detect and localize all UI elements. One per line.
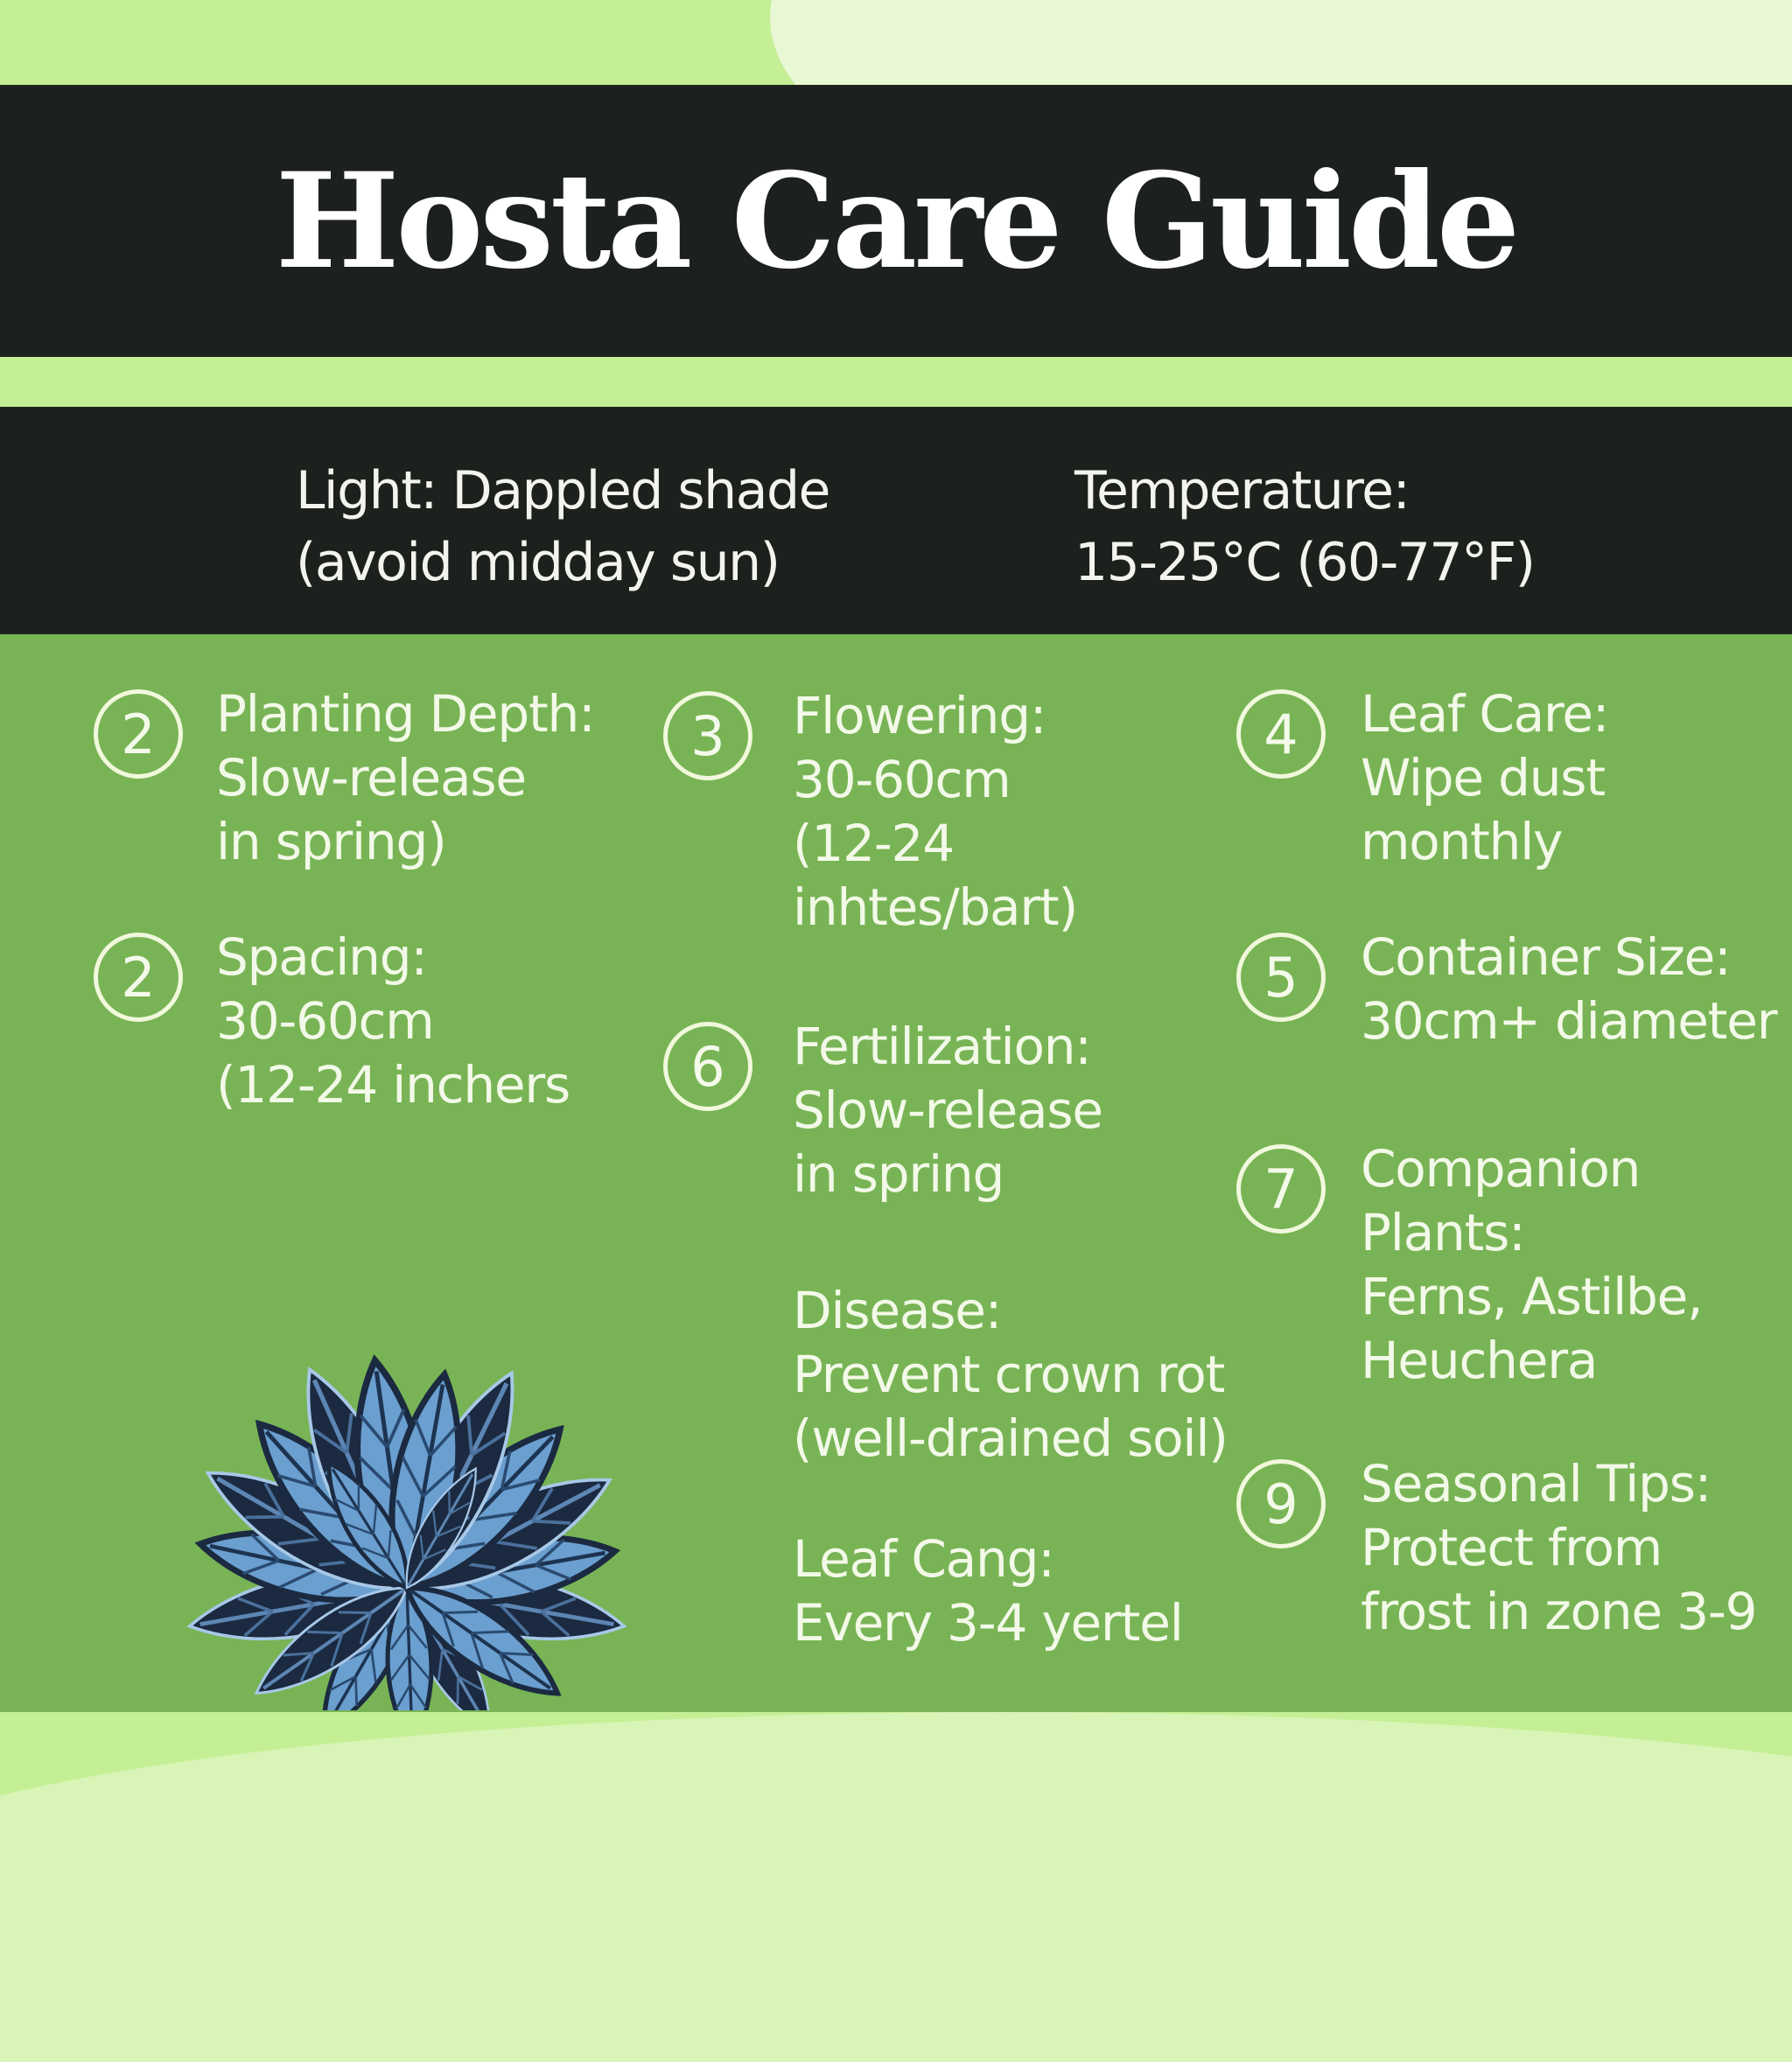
step-number-badge: 9 — [1236, 1459, 1326, 1548]
title-band — [0, 85, 1792, 357]
care-item-line: Protect from — [1361, 1518, 1662, 1577]
care-item-text — [1361, 682, 1608, 874]
care-item-heading: Leaf Care: — [1361, 684, 1609, 744]
step-number-badge: 5 — [1236, 933, 1326, 1022]
background-swoosh-bottom — [0, 1712, 1792, 2062]
temperature-line-1: Temperature: — [1074, 460, 1410, 521]
info-band — [0, 407, 1792, 634]
care-item-heading: Plants: — [1361, 1203, 1525, 1262]
hosta-plant-illustration — [48, 1185, 766, 1710]
care-item-text — [793, 684, 1077, 940]
temperature-line-2: 15-25°C (60-77°F) — [1074, 532, 1535, 593]
care-item-line: 30-60cm — [793, 750, 1011, 809]
care-item-line: Heuchera — [1361, 1331, 1598, 1390]
care-item-heading: Companion — [1361, 1139, 1641, 1199]
care-item-line: Every 3-4 yertel — [793, 1593, 1183, 1653]
care-item-text — [1361, 1452, 1756, 1644]
care-item-line: frost in zone 3-9 — [1361, 1582, 1757, 1641]
care-item-text — [216, 682, 594, 874]
care-item-line: (12-24 inchers — [216, 1055, 570, 1115]
care-item-heading: Flowering: — [793, 686, 1046, 745]
care-item-line: 30-60cm — [216, 991, 434, 1051]
care-item-line: Slow-release — [216, 748, 526, 807]
care-item-heading: Disease: — [793, 1281, 1002, 1340]
light-line-2: (avoid midday sun) — [296, 532, 780, 593]
care-item-line: in spring) — [216, 812, 446, 871]
care-item-heading: Spacing: — [216, 927, 427, 987]
care-item-line: Ferns, Astilbe, — [1361, 1267, 1703, 1326]
care-item-line: Wipe dust — [1361, 748, 1605, 807]
care-item-heading: Planting Depth: — [216, 684, 595, 744]
step-number-badge: 6 — [663, 1022, 752, 1111]
care-item-leaf-cang — [793, 1527, 1183, 1655]
care-item-line: monthly — [1361, 812, 1563, 871]
care-item-heading: Container Size: — [1361, 927, 1731, 987]
care-item-line: Prevent crown rot — [793, 1345, 1225, 1404]
light-info — [296, 455, 830, 598]
care-item-line: (well-drained soil) — [793, 1408, 1228, 1468]
temperature-info — [1074, 455, 1535, 598]
care-item-line: 30cm+ diameter — [1361, 991, 1777, 1051]
care-item-heading: Leaf Cang: — [793, 1529, 1054, 1589]
care-item-disease — [793, 1279, 1228, 1471]
care-item-heading: Fertilization: — [793, 1017, 1091, 1076]
care-item-line: (12-24 — [793, 814, 954, 873]
page-title: Hosta Care Guide — [275, 143, 1517, 298]
step-number-badge: 2 — [94, 933, 183, 1022]
care-item-text — [1361, 926, 1776, 1053]
step-number-badge: 2 — [94, 689, 183, 779]
care-item-text — [216, 926, 570, 1117]
care-item-line: inhtes/bart) — [793, 877, 1077, 937]
step-number-badge: 4 — [1236, 689, 1326, 779]
step-number-badge: 7 — [1236, 1144, 1326, 1234]
care-item-heading: Seasonal Tips: — [1361, 1454, 1712, 1513]
care-item-line: in spring — [793, 1144, 1004, 1204]
step-number-badge: 3 — [663, 691, 752, 780]
care-item-text — [793, 1015, 1102, 1206]
light-line-1: Light: Dappled shade — [296, 460, 830, 521]
care-item-line: Slow-release — [793, 1080, 1102, 1140]
care-item-text — [1361, 1137, 1702, 1393]
